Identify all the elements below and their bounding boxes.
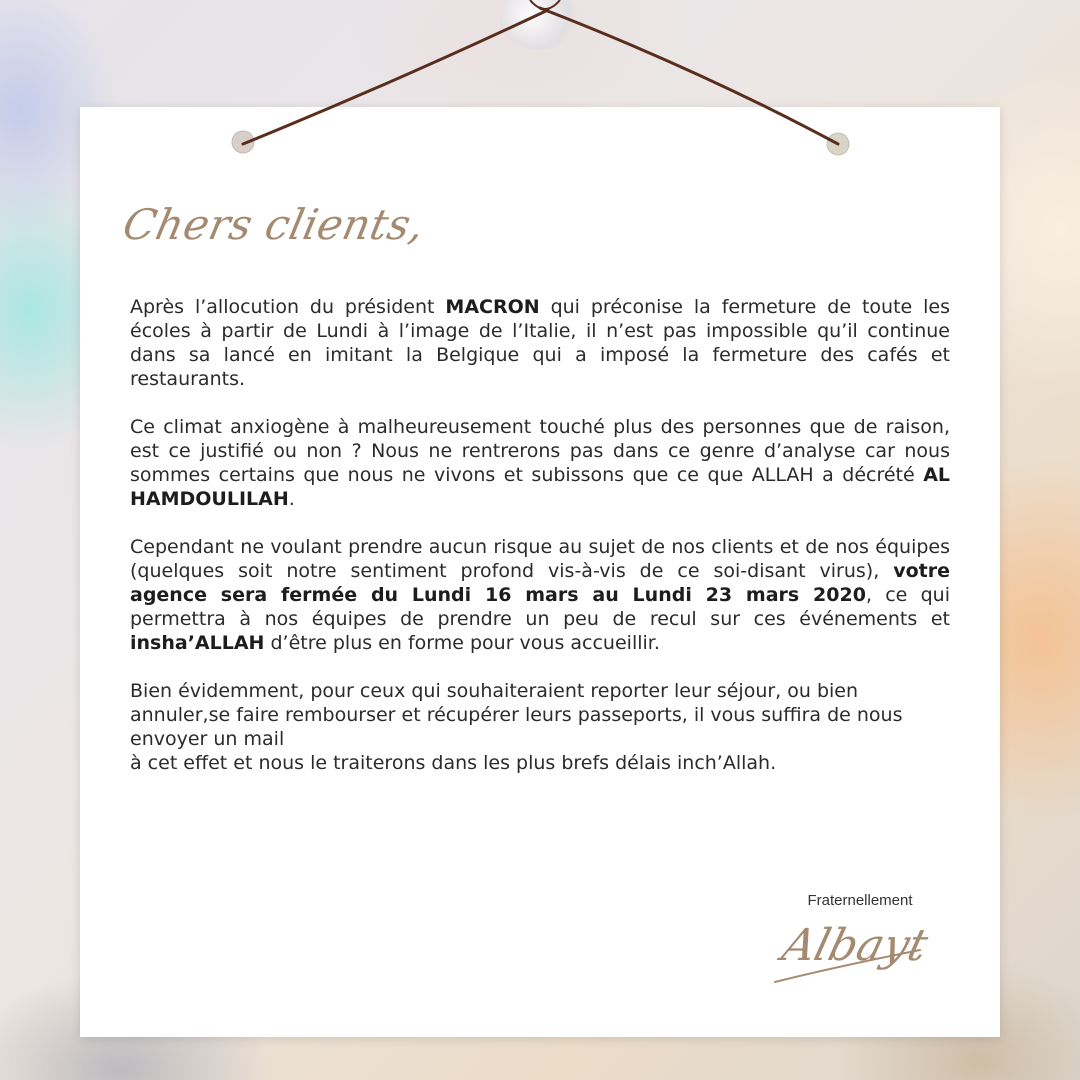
suction-hook [500, 0, 580, 50]
signature-flourish [770, 910, 940, 1010]
signature [770, 910, 940, 1010]
letter-body [130, 295, 950, 799]
greeting-heading: Chers clients, [118, 200, 430, 249]
closing-text: Fraternellement [807, 892, 913, 909]
paragraph-1: Après l’allocution du président MACRON qui préconise la fermeture de toute les écoles à partir de Lundi à l’image de l’Italie, il n’est pas impossible qu’il continue dans sa lancé en imitant la Belgique qui a imposé la fermeture des cafés et restaurants. [130, 296, 950, 390]
paragraph-4: Bien évidemment, pour ceux qui souhaiteraient reporter leur séjour, ou bien annuler,se faire rembourser et récupérer leurs passeports, il vous suffira de nous envoyer un mail à cet effet et nous le traiterons dans les plus brefs délais inch’Allah. [130, 680, 903, 774]
paragraph-2: Ce climat anxiogène à malheureusement touché plus des personnes que de raison, est ce justifié ou non ? Nous ne rentrerons pas dans ce genre d’analyse car nous sommes certains que nous ne vivons et subissons que ce que ALLAH a décrété AL HAMDOULILAH. [130, 416, 950, 510]
signature-text: Albayt [777, 920, 933, 971]
paragraph-3: Cependant ne voulant prendre aucun risque au sujet de nos clients et de nos équipes (quelques soit notre sentiment profond vis-à-vis de ce soi-disant virus), votre agence sera fermée du Lundi 16 mars au Lundi 23 mars 2020, ce qui permettra à nos équipes de prendre un peu de recul sur ces événements et insha’ALLAH d’être plus en forme pour vous accueillir. [130, 536, 950, 654]
